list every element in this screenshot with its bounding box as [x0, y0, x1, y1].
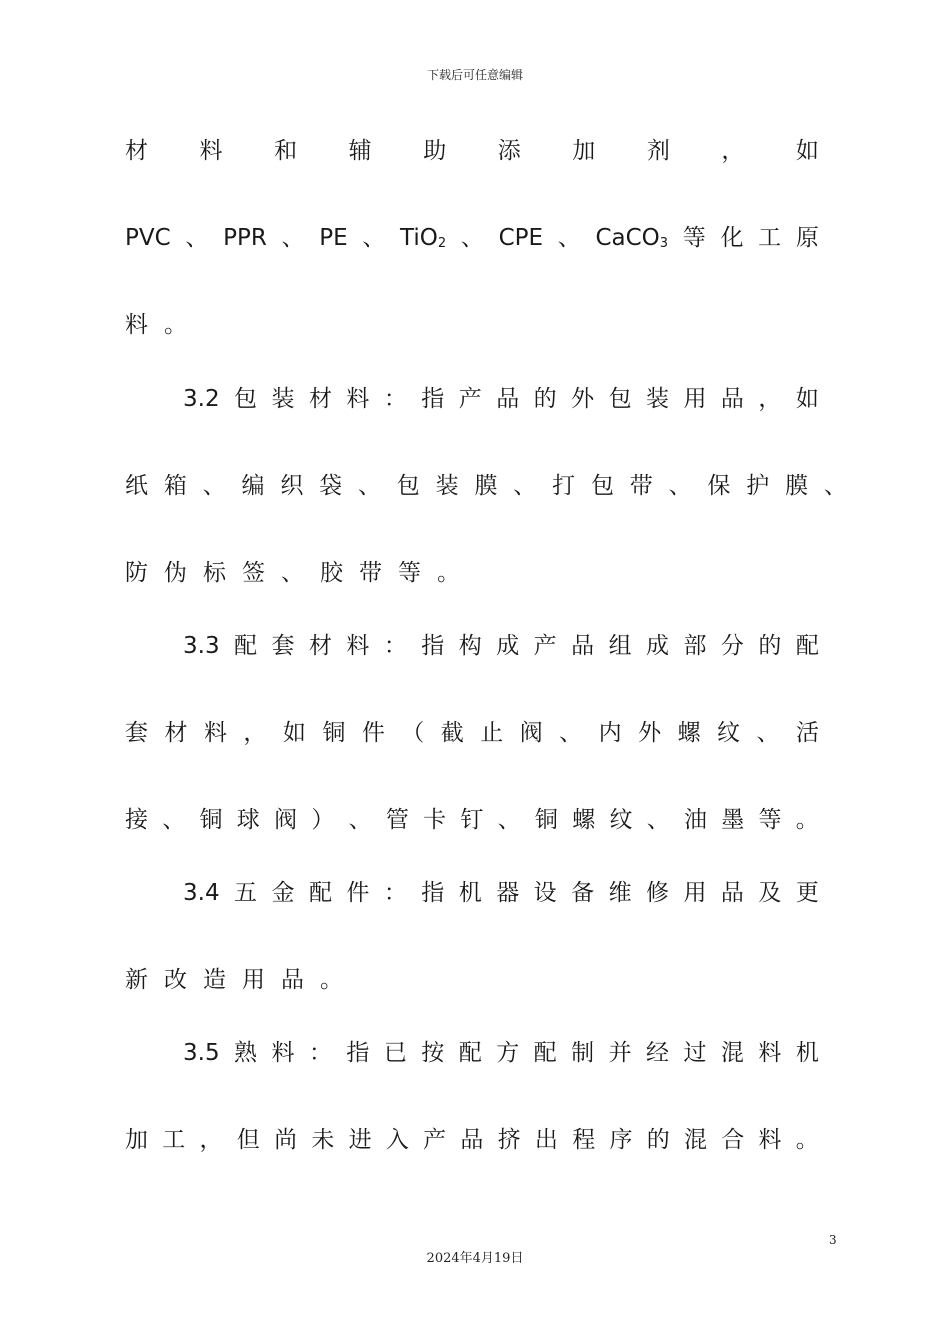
text-token: 并 [608, 1040, 632, 1066]
section-3-5-heading-line [183, 1036, 819, 1070]
text-token: 五 [234, 880, 258, 906]
text-token: 组 [608, 633, 632, 659]
text-token: 内 [598, 720, 622, 746]
text-token: 如 [795, 386, 819, 412]
text-token: （ [401, 720, 425, 746]
token-char: 化 [720, 225, 744, 251]
text-token: 进 [348, 1127, 372, 1153]
token-pe: PE [319, 225, 348, 251]
text-token: 品 [571, 633, 595, 659]
text-token: 按 [421, 1040, 445, 1066]
token-char: 等 [682, 225, 706, 251]
text-token: 入 [385, 1127, 409, 1153]
text-token: 品 [720, 880, 744, 906]
token-sep: 、 [557, 225, 581, 251]
text-token: 添 [497, 138, 521, 164]
text-token: ： [383, 880, 407, 906]
text-token: 截 [440, 720, 464, 746]
section-3-2-heading-line [183, 382, 819, 416]
text-token: 纸 [125, 473, 148, 499]
text-line-3: 料。 [125, 312, 203, 338]
text-token: 件 [361, 720, 385, 746]
token-char: 工 [758, 225, 782, 251]
text-token: 合 [721, 1127, 745, 1153]
text-token: 、 [513, 473, 537, 499]
text-token: 混 [720, 1040, 744, 1066]
text-token: 、 [668, 473, 692, 499]
text-token: ） [311, 807, 335, 833]
text-token: ， [243, 720, 267, 746]
text-token: 料 [758, 1127, 782, 1153]
text-token: 料 [758, 1040, 782, 1066]
text-token: 器 [496, 880, 520, 906]
text-token: 配 [533, 1040, 557, 1066]
text-token: 分 [720, 633, 744, 659]
text-token: 活 [795, 720, 819, 746]
text-token: 带 [629, 473, 653, 499]
text-token: 出 [534, 1127, 558, 1153]
text-token: ， [721, 138, 745, 164]
text-token: 指 [421, 633, 445, 659]
text-line-6: 防伪标签、胶带等。 [125, 560, 476, 586]
section-3-3-heading-line [183, 629, 819, 663]
text-token: 、 [357, 473, 381, 499]
text-token: 止 [480, 720, 504, 746]
text-token: 更 [795, 880, 819, 906]
section-3-4-heading-line [183, 876, 819, 910]
text-token: 、 [497, 807, 521, 833]
text-token: 墨 [721, 807, 745, 833]
text-token: 和 [274, 138, 298, 164]
text-token: 件 [346, 880, 370, 906]
text-token: 加 [572, 138, 596, 164]
text-token: 材 [308, 633, 332, 659]
text-token: 3.5 [183, 1040, 220, 1066]
text-token: 如 [282, 720, 306, 746]
text-token: 袋 [319, 473, 343, 499]
token-char: 原 [795, 225, 819, 251]
text-token: 指 [346, 1040, 370, 1066]
text-token: 装 [271, 386, 295, 412]
text-token: 、 [559, 720, 583, 746]
text-token: 纹 [717, 720, 741, 746]
token-pvc: PVC [125, 225, 171, 251]
text-line-9 [125, 803, 819, 837]
text-token: 料 [346, 386, 370, 412]
caco3-main: CaCO [595, 225, 660, 251]
text-token: 包 [590, 473, 614, 499]
token-sep: 、 [362, 225, 386, 251]
text-line-1 [125, 134, 819, 168]
text-token: 品 [496, 386, 520, 412]
text-token: 助 [423, 138, 447, 164]
text-token: 接 [125, 807, 148, 833]
text-token: 膜 [474, 473, 498, 499]
text-token: 3.3 [183, 633, 220, 659]
text-token: 螺 [677, 720, 701, 746]
text-line-13 [125, 1123, 819, 1157]
text-token: 织 [280, 473, 304, 499]
text-token: 包 [608, 386, 632, 412]
text-token: 已 [383, 1040, 407, 1066]
text-token: 铜 [534, 807, 558, 833]
text-token: 外 [638, 720, 662, 746]
text-token: 包 [234, 386, 258, 412]
text-token: 编 [241, 473, 265, 499]
text-token: 的 [533, 386, 557, 412]
text-token: 套 [271, 633, 295, 659]
page-header: 下载后可任意编辑 [426, 68, 523, 82]
token-sep: 、 [460, 225, 484, 251]
text-token: 用 [683, 880, 707, 906]
token-sep: 、 [281, 225, 305, 251]
text-token: 挤 [497, 1127, 521, 1153]
text-token: 套 [125, 720, 148, 746]
text-token: 方 [496, 1040, 520, 1066]
text-token: 的 [758, 633, 782, 659]
tio2-main: TiO [400, 225, 438, 251]
token-tio2 [400, 221, 446, 255]
text-token: 。 [795, 1127, 819, 1153]
text-token: 加 [125, 1127, 148, 1153]
text-token: 3.2 [183, 386, 220, 412]
text-token: 产 [458, 386, 482, 412]
token-cpe: CPE [498, 225, 544, 251]
text-token: 油 [683, 807, 707, 833]
text-token: 、 [756, 720, 780, 746]
text-token: 备 [571, 880, 595, 906]
text-token: 螺 [572, 807, 596, 833]
text-token: 品 [720, 386, 744, 412]
text-token: 制 [571, 1040, 595, 1066]
text-token: 管 [385, 807, 409, 833]
text-token: 过 [683, 1040, 707, 1066]
text-token: ， [199, 1127, 223, 1153]
text-token: 、 [202, 473, 226, 499]
token-ppr: PPR [223, 225, 267, 251]
text-token: 阀 [519, 720, 543, 746]
text-token: 材 [125, 138, 148, 164]
text-token: 打 [552, 473, 576, 499]
text-token: 装 [646, 386, 670, 412]
text-token: ， [758, 386, 782, 412]
text-token: 铜 [199, 807, 223, 833]
text-token: 机 [458, 880, 482, 906]
text-token: 材 [308, 386, 332, 412]
text-token: 铜 [322, 720, 346, 746]
text-token: 箱 [163, 473, 187, 499]
text-token: 装 [435, 473, 459, 499]
text-token: 、 [646, 807, 670, 833]
text-token: 3.4 [183, 880, 220, 906]
text-token: 料 [346, 633, 370, 659]
text-token: 金 [271, 880, 295, 906]
text-token: ： [383, 633, 407, 659]
text-token: 但 [236, 1127, 260, 1153]
text-token: 保 [707, 473, 731, 499]
text-token: 料 [271, 1040, 295, 1066]
text-token: 的 [646, 1127, 670, 1153]
text-token: 部 [683, 633, 707, 659]
text-token: 、 [348, 807, 372, 833]
text-token: 指 [421, 880, 445, 906]
text-token: 程 [572, 1127, 596, 1153]
text-token: 用 [683, 386, 707, 412]
text-line-2 [125, 221, 819, 255]
text-token: 球 [236, 807, 260, 833]
text-token: ： [308, 1040, 332, 1066]
text-token: 机 [795, 1040, 819, 1066]
text-token: 经 [646, 1040, 670, 1066]
text-line-8 [125, 716, 819, 750]
page-footer-date: 2024年4月19日 [426, 1251, 524, 1266]
text-token: 构 [458, 633, 482, 659]
text-line-11: 新改造用品。 [125, 967, 359, 993]
text-token: 料 [199, 138, 223, 164]
caco3-subscript: 3 [659, 236, 669, 251]
text-token: 钉 [460, 807, 484, 833]
text-token: 品 [460, 1127, 484, 1153]
text-line-5 [125, 469, 847, 503]
text-token: 料 [203, 720, 227, 746]
text-token: 、 [162, 807, 186, 833]
token-caco3 [595, 221, 668, 255]
token-sep: 、 [185, 225, 209, 251]
text-token: 膜 [785, 473, 809, 499]
text-token: 尚 [274, 1127, 298, 1153]
text-token: 维 [608, 880, 632, 906]
text-token: 熟 [234, 1040, 258, 1066]
text-token: 成 [496, 633, 520, 659]
text-token: 配 [234, 633, 258, 659]
text-token: 辅 [348, 138, 372, 164]
text-token: 产 [423, 1127, 447, 1153]
text-token: 产 [533, 633, 557, 659]
text-token: 及 [758, 880, 782, 906]
text-token: 设 [533, 880, 557, 906]
text-token: 未 [311, 1127, 335, 1153]
text-token: 如 [795, 138, 819, 164]
text-token: 材 [164, 720, 188, 746]
text-token: ： [383, 386, 407, 412]
text-token: 外 [571, 386, 595, 412]
text-token: 等 [758, 807, 782, 833]
text-token: 纹 [609, 807, 633, 833]
text-token: 配 [458, 1040, 482, 1066]
text-token: 卡 [423, 807, 447, 833]
tio2-subscript: 2 [437, 236, 447, 251]
text-token: 配 [308, 880, 332, 906]
text-token: 护 [746, 473, 770, 499]
text-token: 配 [795, 633, 819, 659]
text-token: 修 [646, 880, 670, 906]
text-token: 包 [396, 473, 420, 499]
text-token: 。 [795, 807, 819, 833]
text-token: 成 [646, 633, 670, 659]
text-token: 指 [421, 386, 445, 412]
text-token: 剂 [646, 138, 670, 164]
text-token: 、 [823, 473, 847, 499]
text-token: 混 [683, 1127, 707, 1153]
text-token: 阀 [274, 807, 298, 833]
page-number: 3 [829, 1233, 837, 1247]
text-token: 工 [162, 1127, 186, 1153]
text-token: 序 [609, 1127, 633, 1153]
